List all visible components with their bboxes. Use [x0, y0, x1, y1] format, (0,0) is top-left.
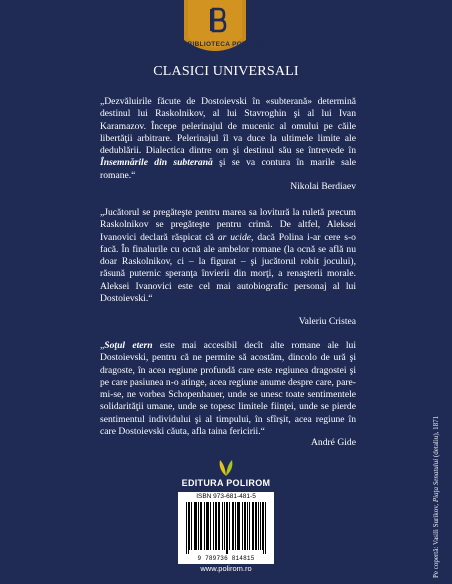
barcode-bar — [195, 502, 196, 550]
barcode-bar — [194, 502, 195, 550]
barcode-bar — [207, 502, 208, 550]
barcode-bar — [224, 502, 225, 550]
barcode-bar — [265, 502, 266, 554]
quote-text — [100, 340, 356, 438]
barcode-digits: 9 789736 814815 — [197, 555, 255, 562]
barcode-bar — [215, 502, 216, 550]
quote-text-segment: „ — [100, 340, 105, 351]
quote-text-segment: , dacă Polina i-ar cere s-o facă. În finalurile cu ocnă ale ambelor romane (la ocnă se află nu doar Raskolnikov, ci – la figurat – şi jucătorul robit jocului), răsună puternic speranţa învierii din morţi, a renaşterii morale. Aleksei Ivanovici este cel mai autobiografic personaj al lui Dostoievski.“ — [100, 231, 356, 305]
barcode-bar — [198, 502, 199, 550]
barcode-bar — [237, 502, 238, 550]
barcode-bar — [258, 502, 259, 550]
quote-text — [100, 96, 356, 182]
credit-title: Piaţa Senatului — [432, 458, 440, 503]
polirom-emblem-icon — [180, 0, 250, 58]
barcode-bar — [213, 502, 214, 550]
barcode-bar — [244, 502, 245, 550]
barcode-bar — [222, 502, 223, 550]
barcode-bar — [186, 502, 187, 554]
barcode-bar — [256, 502, 257, 550]
barcode — [184, 502, 268, 554]
barcode-bar — [201, 502, 202, 550]
quote-gide — [100, 340, 356, 438]
barcode-bar — [253, 502, 254, 550]
barcode-bar — [239, 502, 240, 550]
barcode-bar — [260, 502, 261, 550]
quote-cristea — [100, 207, 356, 305]
barcode-bar — [247, 502, 248, 550]
quote-text-segment: Soţul etern — [104, 340, 153, 351]
quote-author: Nikolai Berdiaev — [290, 181, 356, 192]
quote-author: André Gide — [310, 437, 356, 448]
barcode-bar — [242, 502, 243, 550]
quote-text-segment: este mai accesibil decît alte romane ale lui Dostoievski, pentru că ne permite să acostăm, dincolo de ură şi dragoste, în acea regiune profundă care este regiunea dragostei şi pe care pasiunea n-o atinge, acea regiune anume despre care, pare-mi-se, ne vorbea Schopenhauer, unde se unesc toate sentimentele solidarităţii umane, unde se topesc limitele fiinţei, unde se pierde sentimentul individului şi al timpului, în sfîrşit, acea regiune în care Dostoievski căuta, afla taina fericirii.“ — [100, 340, 356, 438]
barcode-bar — [188, 502, 189, 554]
publisher-name: EDITURA POLIROM — [181, 478, 271, 488]
cover-credit — [432, 416, 440, 578]
quote-berdiaev — [100, 96, 356, 182]
barcode-bar — [262, 502, 263, 550]
barcode-bar — [219, 502, 220, 550]
barcode-bar — [204, 502, 205, 550]
quote-text-segment: ar ucide — [217, 231, 252, 243]
barcode-bar — [196, 502, 197, 550]
barcode-bar — [227, 502, 228, 554]
credit-suffix: (detaliu), 1871 — [432, 415, 440, 459]
quote-text-segment: Însemnările din subterană — [100, 157, 213, 169]
barcode-bar — [229, 502, 230, 550]
barcode-bar — [206, 502, 207, 550]
quote-text-segment: „Jucătorul se pregăteşte pentru marea sa lovitură la ruletă precum Raskolnikov se pregăteşte pentru crimă. De altfel, Aleksei Ivanovici declară răspicat că — [100, 207, 356, 243]
quote-author: Valeriu Cristea — [298, 316, 356, 327]
barcode-bar — [249, 502, 250, 550]
barcode-bar — [233, 502, 234, 550]
barcode-bar — [238, 502, 239, 550]
isbn-barcode-box — [178, 492, 274, 564]
barcode-bar — [189, 502, 190, 550]
barcode-bar — [263, 502, 264, 554]
quote-text-segment: „Dezvăluirile făcute de Dostoievski în «subterană» determină destinul lui Raskolnikov, al lui Stavroghin şi al lui Ivan Karamazov. Începe pelerinajul de mucenic al omului pe căile libertăţii arbitrare. Pelerinajul îl va duce la ultimele limite ale dedublării. Dialectica dintre om şi destinul său se întrevede în — [100, 96, 356, 157]
collection-name: BIBLIOTECA POLIROM — [187, 41, 265, 48]
barcode-bar — [235, 502, 236, 550]
barcode-bar — [216, 502, 217, 550]
barcode-bar — [218, 502, 219, 550]
polirom-leaf-logo-icon — [214, 457, 238, 477]
barcode-bar — [210, 502, 211, 550]
series-title: CLASICI UNIVERSALI — [153, 64, 299, 79]
barcode-bar — [255, 502, 256, 550]
barcode-bar — [245, 502, 246, 550]
barcode-bar — [252, 502, 253, 550]
barcode-bar — [232, 502, 233, 550]
credit-prefix: Pe copertă: Vasili Surikov, — [432, 502, 440, 578]
barcode-bar — [226, 502, 227, 554]
barcode-bar — [208, 502, 209, 550]
quote-text-segment: şi se va contura în marile sale romane.“ — [100, 157, 356, 181]
barcode-bar — [200, 502, 201, 550]
isbn-number: ISBN 973-681-481-5 — [196, 493, 256, 500]
quote-text — [100, 207, 356, 305]
publisher-website: www.polirom.ro — [200, 564, 252, 573]
barcode-bar — [191, 502, 192, 550]
